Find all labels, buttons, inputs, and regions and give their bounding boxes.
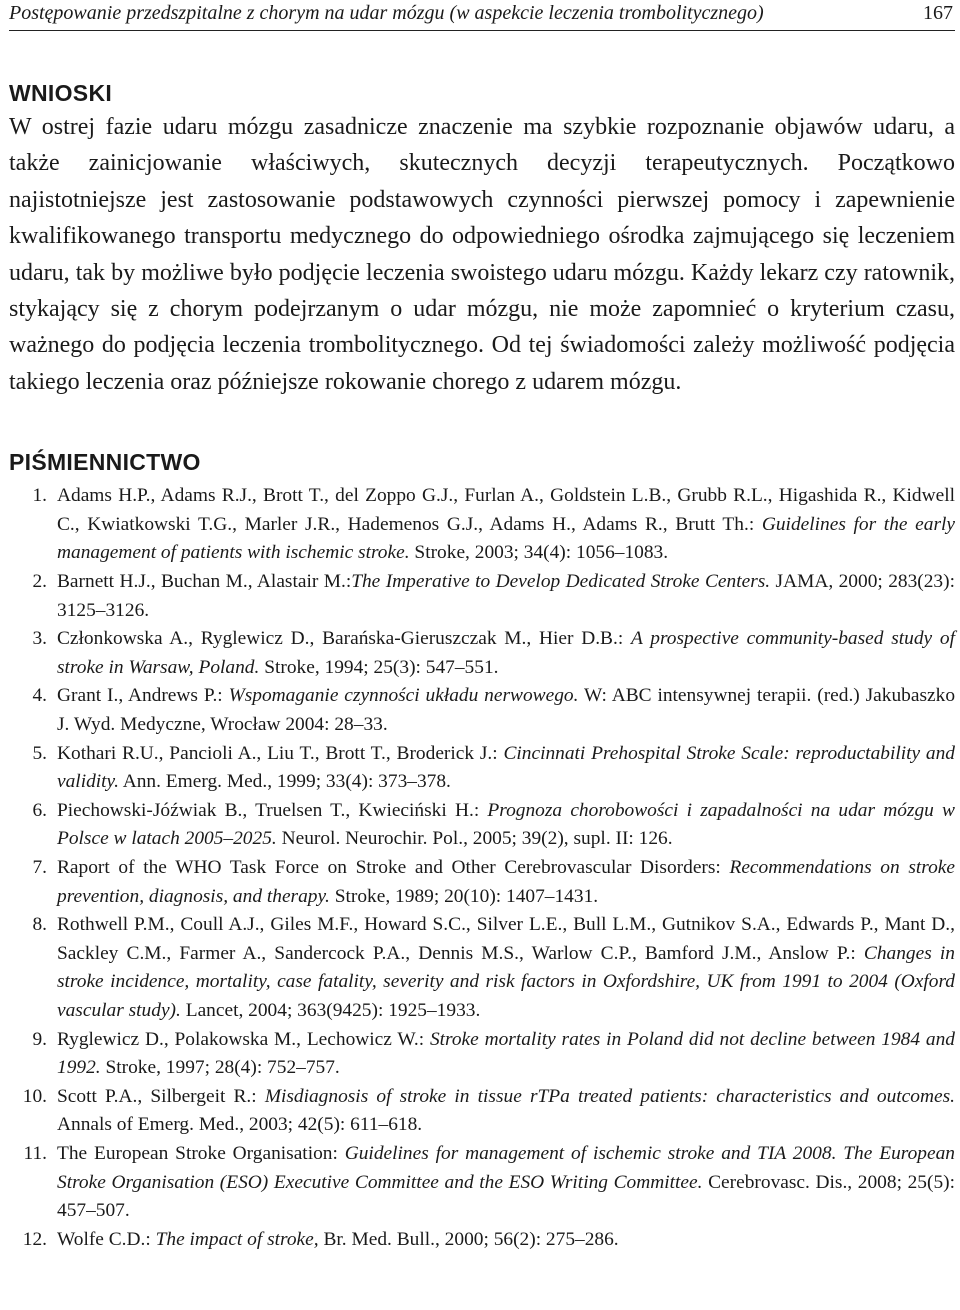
- reference-body: [47, 1026, 955, 1083]
- reference-title: Misdiagnosis of stroke in tissue rTPa treated patients: characteristics and outcomes.: [264, 1085, 955, 1107]
- reference-item: [9, 482, 955, 568]
- reference-source: Lancet, 2004; 363(9425): 1925–1933.: [180, 999, 481, 1021]
- reference-body: [47, 797, 955, 854]
- reference-number: 2.: [32, 571, 47, 593]
- reference-item: [9, 854, 955, 911]
- reference-title: Stroke mortality rates in Poland did not decline between 1984 and 1992.: [57, 1028, 955, 1079]
- reference-body: [47, 682, 955, 739]
- reference-source: W: ABC intensywnej terapii. (red.) Jakubaszko J. Wyd. Medyczne, Wrocław 2004: 28–33.: [57, 685, 956, 735]
- reference-number: 12.: [22, 1228, 47, 1250]
- reference-source: JAMA, 2000; 283(23): 3125–3126.: [57, 571, 955, 621]
- reference-item: [9, 1026, 955, 1083]
- reference-item: [9, 911, 955, 1025]
- reference-authors: Ryglewicz D., Polakowska M., Lechowicz W.:: [57, 1028, 430, 1050]
- running-title: Postępowanie przedszpitalne z chorym na udar mózgu (w aspekcie leczenia trombolitycznego): [9, 2, 764, 24]
- reference-authors: Rothwell P.M., Coull A.J., Giles M.F., Howard S.C., Silver L.E., Bull L.M., Gutnikov S.A., Edwards P., Mant D., Sackley C.M., Farmer A., Sandercock P.A., Dennis M.S., Warlow C.P., Bamford J.M., Anslow P.:: [57, 914, 955, 964]
- reference-item: [9, 740, 955, 797]
- reference-body: [47, 1226, 955, 1255]
- reference-title: Guidelines for the early management of patients with ischemic stroke.: [57, 513, 955, 564]
- reference-source: Stroke, 1994; 25(3): 547–551.: [259, 656, 499, 678]
- reference-authors: Kothari R.U., Pancioli A., Liu T., Brott T., Broderick J.:: [57, 742, 504, 764]
- reference-number: 3.: [32, 628, 47, 650]
- reference-title: Prognoza chorobowości i zapadalności na udar mózgu w Polsce w latach 2005–2025.: [57, 799, 955, 850]
- reference-body: [47, 1140, 955, 1226]
- reference-title: Cincinnati Prehospital Stroke Scale: reproductability and validity.: [57, 742, 955, 793]
- reference-title: The impact of stroke,: [155, 1228, 319, 1250]
- reference-item: [9, 568, 955, 625]
- reference-item: [9, 1083, 955, 1140]
- reference-number: 7.: [32, 856, 47, 878]
- reference-authors: Adams H.P., Adams R.J., Brott T., del Zoppo G.J., Furlan A., Goldstein L.B., Grubb R.L., Higashida R., Kidwell C., Kwiatkowski T.G., Marler J.R., Hademenos G.J., Adams H., Adams R., Brutt Th.:: [57, 485, 955, 535]
- reference-number: 6.: [32, 799, 47, 821]
- conclusions-heading: WNIOSKI: [9, 80, 113, 106]
- reference-number: 9.: [32, 1028, 47, 1050]
- reference-number: 10.: [22, 1085, 47, 1107]
- reference-item: [9, 1140, 955, 1226]
- reference-authors: Barnett H.J., Buchan M., Alastair M.:: [57, 571, 352, 593]
- reference-authors: Piechowski-Jóźwiak B., Truelsen T., Kwieciński H.:: [57, 799, 488, 821]
- reference-item: [9, 1226, 955, 1255]
- reference-item: [9, 682, 955, 739]
- reference-number: 4.: [32, 685, 47, 707]
- reference-title: Wspomaganie czynności układu nerwowego.: [228, 685, 579, 707]
- reference-item: [9, 797, 955, 854]
- reference-title: Changes in stroke incidence, mortality, case fatality, severity and risk factors in Oxfordshire, UK from 1991 to 2004 (Oxford vascular study).: [57, 942, 955, 1021]
- reference-authors: Członkowska A., Ryglewicz D., Barańska-Gieruszczak M., Hier D.B.:: [57, 628, 631, 650]
- reference-body: [47, 854, 955, 911]
- reference-source: Neurol. Neurochir. Pol., 2005; 39(2), supl. II: 126.: [276, 828, 673, 850]
- reference-title: The Imperative to Develop Dedicated Stroke Centers.: [351, 571, 771, 593]
- reference-body: [47, 568, 955, 625]
- reference-source: Annals of Emerg. Med., 2003; 42(5): 611–618.: [57, 1114, 423, 1136]
- reference-authors: The European Stroke Organisation:: [57, 1142, 345, 1164]
- reference-source: Stroke, 1989; 20(10): 1407–1431.: [329, 885, 599, 907]
- conclusions-paragraph: W ostrej fazie udaru mózgu zasadnicze znaczenie ma szybkie rozpoznanie objawów udaru, a także zainicjowanie właściwych, skutecznych decyzji terapeutycznych. Początkowo najistotniejsze jest zastosowanie podstawowych czynności pierwszej pomocy i zapewnienie kwalifikowanego transportu medycznego do odpowiedniego ośrodka zajmującego się leczeniem udaru, tak by możliwe było podjęcie leczenia swoistego udaru mózgu. Każdy lekarz czy ratownik, stykający się z chorym podejrzanym o udar mózgu, nie może zapomnieć o kryterium czasu, ważnego do podjęcia leczenia trombolitycznego. Od tej świadomości zależy możliwość podjęcia takiego leczenia oraz późniejsze rokowanie chorego z udarem mózgu.: [9, 114, 955, 395]
- references-heading: PIŚMIENNICTWO: [9, 449, 201, 476]
- reference-body: [47, 911, 955, 1025]
- reference-authors: Scott P.A., Silbergeit R.:: [57, 1085, 265, 1107]
- reference-source: Cerebrovasc. Dis., 2008; 25(5): 457–507.: [57, 1171, 955, 1222]
- reference-authors: Wolfe C.D.:: [57, 1228, 156, 1250]
- reference-source: Stroke, 1997; 28(4): 752–757.: [100, 1057, 340, 1079]
- reference-source: Stroke, 2003; 34(4): 1056–1083.: [409, 542, 669, 564]
- reference-title: Guidelines for management of ischemic stroke and TIA 2008. The European Stroke Organisation (ESO) Executive Committee and the ESO Writing Committee.: [57, 1142, 955, 1193]
- reference-number: 11.: [23, 1142, 47, 1164]
- running-header: [9, 0, 955, 31]
- reference-source: Br. Med. Bull., 2000; 56(2): 275–286.: [318, 1228, 619, 1250]
- reference-number: 1.: [32, 485, 47, 507]
- reference-body: [47, 1083, 955, 1140]
- page-number: 167: [923, 2, 953, 24]
- document-page: [9, 0, 955, 1254]
- reference-authors: Grant I., Andrews P.:: [57, 685, 229, 707]
- reference-body: [47, 740, 955, 797]
- reference-body: [47, 482, 955, 568]
- reference-number: 5.: [32, 742, 47, 764]
- reference-number: 8.: [32, 914, 47, 936]
- reference-title: Recommendations on stroke prevention, diagnosis, and therapy.: [57, 856, 955, 907]
- reference-list: [9, 482, 955, 1254]
- reference-item: [9, 625, 955, 682]
- reference-title: A prospective community-based study of stroke in Warsaw, Poland.: [57, 628, 955, 678]
- reference-source: Ann. Emerg. Med., 1999; 33(4): 373–378.: [118, 771, 451, 793]
- reference-authors: Raport of the WHO Task Force on Stroke and Other Cerebrovascular Disorders:: [57, 856, 730, 878]
- reference-body: [47, 625, 955, 682]
